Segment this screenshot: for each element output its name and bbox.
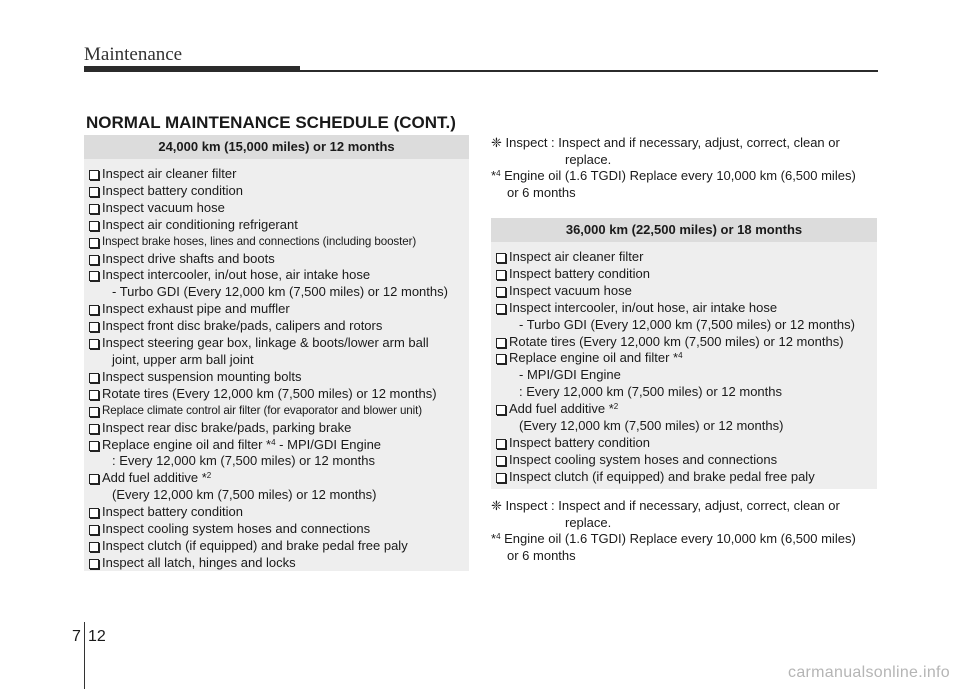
footnote-marker: 4 bbox=[496, 532, 501, 541]
list-item-detail: (Every 12,000 km (7,500 miles) or 12 months) bbox=[112, 487, 377, 503]
list-item: Inspect battery condition bbox=[496, 266, 877, 283]
list-item: Add fuel additive *$^2$ (Every 12,000 km (7,500 miles) or 12 months) bbox=[496, 401, 877, 435]
checkbox-icon bbox=[89, 407, 99, 417]
checkbox-icon bbox=[89, 474, 99, 484]
checkbox-icon bbox=[89, 559, 99, 569]
footnote-marker: 2 bbox=[613, 402, 619, 412]
schedule-box-36000km bbox=[491, 218, 877, 489]
footnote-marker: 2 bbox=[206, 471, 212, 481]
checkbox-icon bbox=[496, 287, 506, 297]
list-item: Inspect brake hoses, lines and connections (including booster) bbox=[89, 234, 469, 251]
header-rule-thick bbox=[84, 66, 300, 72]
list-item: Inspect intercooler, in/out hose, air intake hose - Turbo GDI (Every 12,000 km (7,500 miles) or 12 months) bbox=[496, 300, 877, 334]
note-symbol-icon: ❈ bbox=[491, 498, 502, 513]
list-item: Inspect intercooler, in/out hose, air intake hose - Turbo GDI (Every 12,000 km (7,500 miles) or 12 months) bbox=[89, 267, 469, 301]
list-item: Replace climate control air filter (for evaporator and blower unit) bbox=[89, 403, 469, 420]
list-item: Inspect cooling system hoses and connections bbox=[89, 521, 469, 538]
checkbox-icon bbox=[496, 338, 506, 348]
list-item: Inspect exhaust pipe and muffler bbox=[89, 301, 469, 318]
checkbox-icon bbox=[89, 271, 99, 281]
list-item-detail: - Turbo GDI (Every 12,000 km (7,500 miles) or 12 months) bbox=[519, 316, 855, 332]
checkbox-icon bbox=[89, 424, 99, 434]
list-item: Inspect front disc brake/pads, calipers and rotors bbox=[89, 318, 469, 335]
footnote-marker: 4 bbox=[271, 437, 276, 447]
list-item: Inspect steering gear box, linkage & boots/lower arm ball joint, upper arm ball joint bbox=[89, 335, 469, 369]
list-item: Inspect vacuum hose bbox=[496, 283, 877, 300]
footnote-marker: 4 bbox=[678, 351, 683, 361]
chapter-number: 7 bbox=[72, 628, 81, 645]
list-item: Inspect air conditioning refrigerant bbox=[89, 217, 469, 234]
checkbox-icon bbox=[89, 238, 99, 248]
list-item: Inspect battery condition bbox=[496, 435, 877, 452]
checkbox-icon bbox=[89, 508, 99, 518]
list-item: Add fuel additive *$^2$ (Every 12,000 km (7,500 miles) or 12 months) bbox=[89, 470, 469, 504]
section-title: NORMAL MAINTENANCE SCHEDULE (CONT.) bbox=[86, 113, 456, 132]
list-item: Rotate tires (Every 12,000 km (7,500 miles) or 12 months) bbox=[89, 386, 469, 403]
list-item: Inspect vacuum hose bbox=[89, 200, 469, 217]
checkbox-icon bbox=[89, 322, 99, 332]
header-rule-thin bbox=[300, 70, 878, 72]
checkbox-icon bbox=[89, 441, 99, 451]
checkbox-icon bbox=[496, 405, 506, 415]
list-item: Inspect clutch (if equipped) and brake pedal free paly bbox=[89, 538, 469, 555]
list-item-detail: : Every 12,000 km (7,500 miles) or 12 months bbox=[112, 453, 376, 469]
checkbox-icon bbox=[89, 170, 99, 180]
inspect-note-bottom: ❈ Inspect : Inspect and if necessary, adjust, correct, clean or replace. *$^4$ Engine oil (1.6 TGDI) Replace every 10,000 km (6,500 miles) or 6 months bbox=[491, 498, 856, 563]
list-item: Inspect cooling system hoses and connections bbox=[496, 452, 877, 469]
checkbox-icon bbox=[89, 255, 99, 265]
checkbox-icon bbox=[89, 305, 99, 315]
schedule-heading: 36,000 km (22,500 miles) or 18 months bbox=[491, 218, 877, 242]
schedule-heading: 24,000 km (15,000 miles) or 12 months bbox=[84, 135, 469, 159]
list-item: Inspect battery condition bbox=[89, 504, 469, 521]
list-item: Replace engine oil and filter *$^4$ - MPI/GDI Engine : Every 12,000 km (7,500 miles) or 12 months bbox=[496, 350, 877, 401]
list-item: Inspect drive shafts and boots bbox=[89, 251, 469, 268]
list-item: Replace engine oil and filter *$^4$ - MPI/GDI Engine : Every 12,000 km (7,500 miles) or 12 months bbox=[89, 437, 469, 471]
checkbox-icon bbox=[89, 373, 99, 383]
checkbox-icon bbox=[496, 456, 506, 466]
checklist bbox=[84, 166, 469, 572]
page-number: 12 bbox=[88, 628, 106, 645]
checkbox-icon bbox=[89, 542, 99, 552]
checkbox-icon bbox=[496, 253, 506, 263]
list-item-detail: : Every 12,000 km (7,500 miles) or 12 months bbox=[519, 384, 783, 400]
checkbox-icon bbox=[89, 221, 99, 231]
header-title: Maintenance bbox=[84, 44, 183, 65]
list-item: Inspect air cleaner filter bbox=[496, 249, 877, 266]
list-item-detail: - Turbo GDI (Every 12,000 km (7,500 miles) or 12 months) bbox=[112, 284, 448, 300]
note-symbol-icon: ❈ bbox=[491, 135, 502, 150]
checkbox-icon bbox=[89, 390, 99, 400]
list-item: Inspect air cleaner filter bbox=[89, 166, 469, 183]
list-item: Inspect clutch (if equipped) and brake pedal free paly bbox=[496, 469, 877, 486]
list-item: Inspect suspension mounting bolts bbox=[89, 369, 469, 386]
checkbox-icon bbox=[496, 270, 506, 280]
checkbox-icon bbox=[496, 354, 506, 364]
list-item-detail: joint, upper arm ball joint bbox=[112, 351, 254, 367]
list-item: Rotate tires (Every 12,000 km (7,500 miles) or 12 months) bbox=[496, 334, 877, 351]
list-item: Inspect battery condition bbox=[89, 183, 469, 200]
checkbox-icon bbox=[89, 525, 99, 535]
footer-divider bbox=[84, 622, 85, 689]
checkbox-icon bbox=[89, 339, 99, 349]
checkbox-icon bbox=[496, 304, 506, 314]
inspect-note-top: ❈ Inspect : Inspect and if necessary, adjust, correct, clean or replace. *$^4$ Engine oil (1.6 TGDI) Replace every 10,000 km (6,500 miles) or 6 months bbox=[491, 135, 856, 200]
list-item: Inspect rear disc brake/pads, parking brake bbox=[89, 420, 469, 437]
footnote-marker: 4 bbox=[496, 169, 501, 178]
list-item-detail: - MPI/GDI Engine bbox=[519, 367, 621, 383]
checkbox-icon bbox=[89, 204, 99, 214]
checkbox-icon bbox=[496, 473, 506, 483]
checkbox-icon bbox=[89, 187, 99, 197]
watermark: carmanualsonline.info bbox=[788, 664, 950, 681]
checkbox-icon bbox=[496, 439, 506, 449]
checklist bbox=[491, 249, 877, 486]
list-item-detail: (Every 12,000 km (7,500 miles) or 12 months) bbox=[519, 418, 784, 434]
list-item: Inspect all latch, hinges and locks bbox=[89, 555, 469, 572]
schedule-box-24000km bbox=[84, 135, 469, 571]
